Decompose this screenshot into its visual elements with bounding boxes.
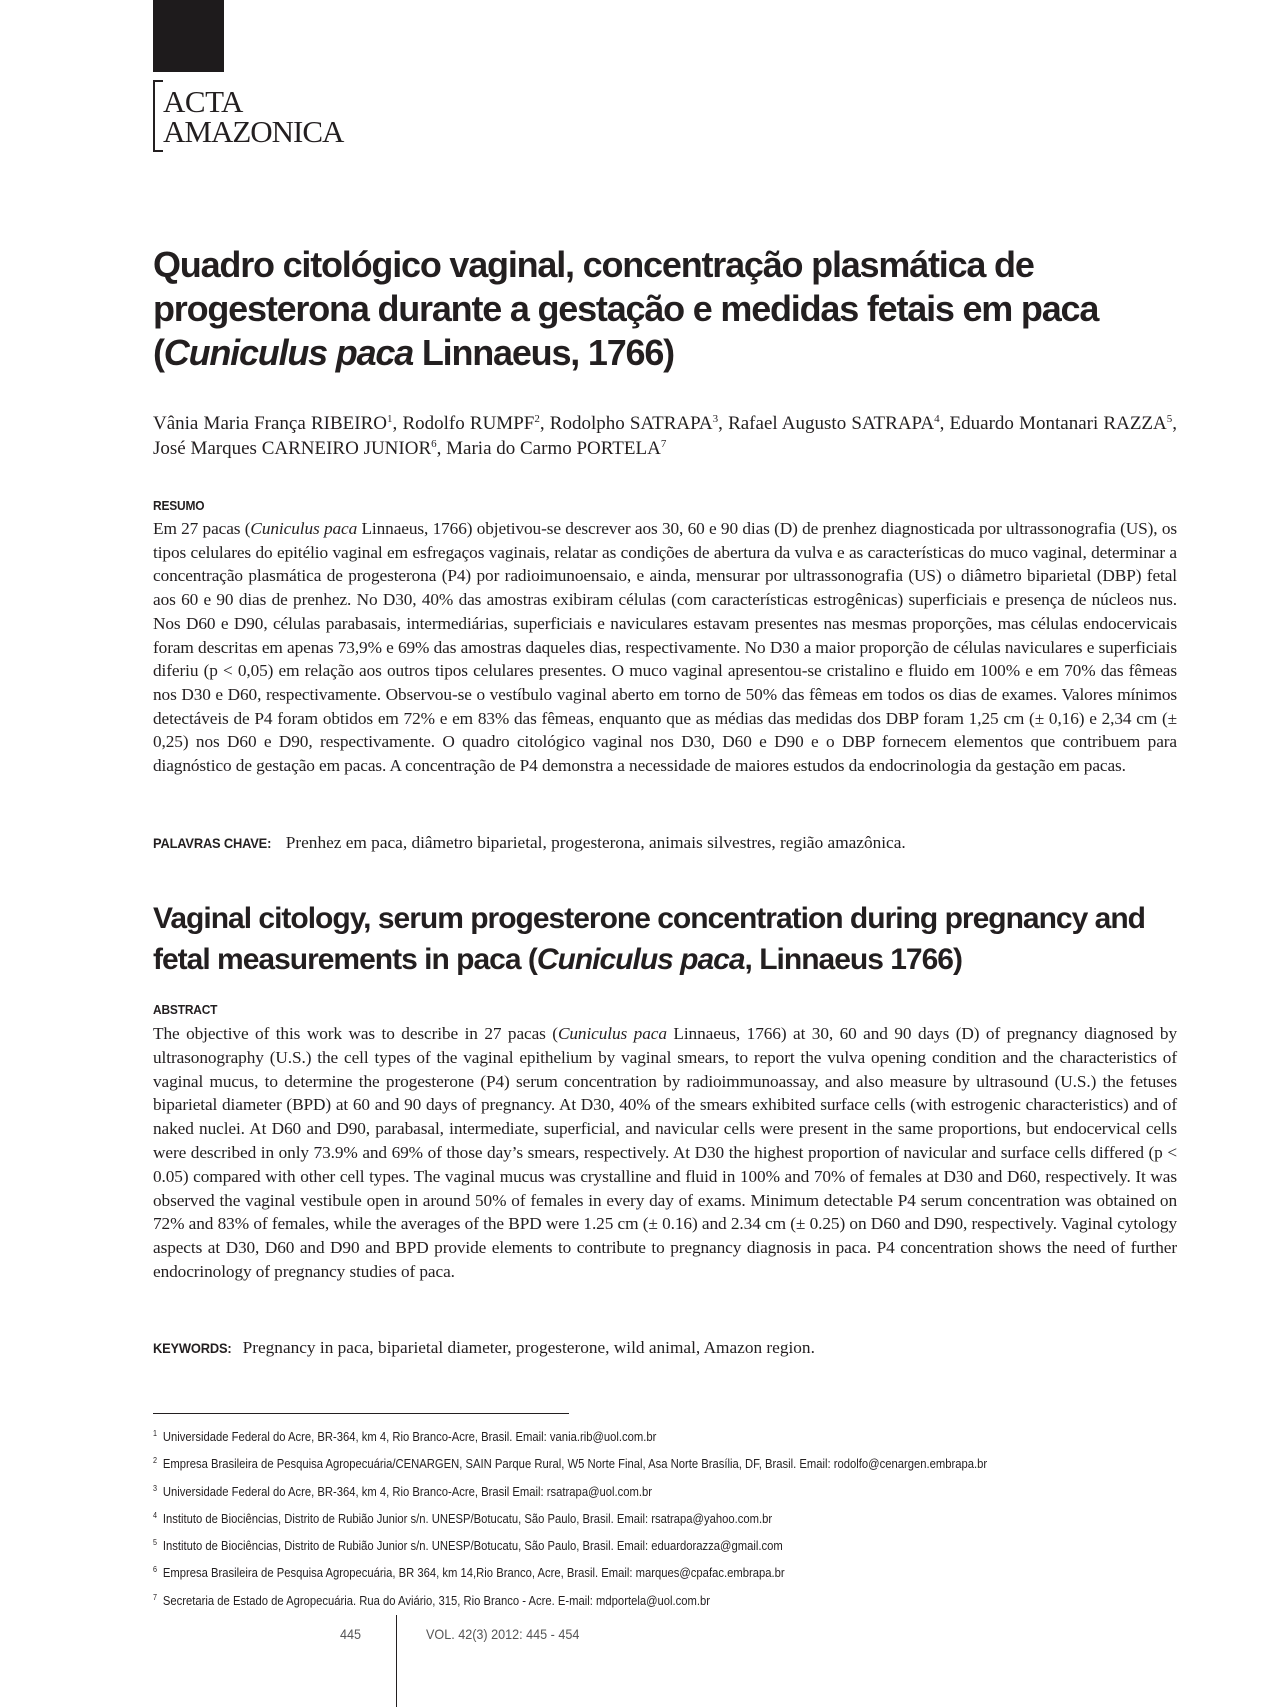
author-name: Vânia Maria França RIBEIRO [153, 413, 387, 434]
resumo-heading: RESUMO [153, 498, 205, 513]
volume-info: VOL. 42(3) 2012: 445 - 454 [426, 1626, 580, 1642]
author-name: Rodolpho SATRAPA [549, 413, 713, 434]
footnote-number: 6 [153, 1565, 158, 1575]
author-name: José Marques CARNEIRO JUNIOR [153, 438, 432, 459]
page-number: 445 [340, 1626, 362, 1642]
title-en-species: Cuniculus paca [536, 943, 745, 976]
footnote-text: Secretaria de Estado de Agropecuária. Rua do Aviário, 315, Rio Branco - Acre. E-mail: mdportela@uol.com.br [162, 1593, 711, 1608]
keywords [153, 1336, 1183, 1360]
abstract-text-rest: Linnaeus, 1766) at 30, 60 and 90 days (D) of pregnancy diagnosed by ultrasonography (U.S.) the cell types of the vaginal epithelium by vaginal smears, to report the vulva opening condition and the characteristics of vaginal mucus, to determine the progesterone (P4) serum concentration by radioimmunoassay, and also measure by ultrasound (U.S.) the fetuses biparietal diameter (BPD) at 60 and 90 days of pregnancy. At D30, 40% of the smears exhibited surface cells (with estrogenic characteristics) and of naked nuclei. At D60 and D90, parabasal, intermediate, superficial, and navicular cells were present in the same proportions, but endocervical cells were described in only 73.9% and 69% of those day’s smears, respectively. At D30 the highest proportion of navicular and surface cells differed (p < 0.05) compared with other cell types. The vaginal mucus was crystalline and fluid in 100% and 70% of females at D30 and D60, respectively. It was observed the vaginal vestibule open in around 50% of females in every day of exams. Minimum detectable P4 serum concentration was obtained on 72% and 83% of females, while the averages of the BPD were 1.25 cm (± 0.16) and 2.34 cm (± 0.25) on D60 and D90, respectively. Vaginal cytology aspects at D30, D60 and D90 and BPD provide elements to contribute to pregnancy diagnosis in paca. P4 concentration shows the need of further endocrinology of pregnancy studies of paca. [153, 1024, 1177, 1281]
author-name: Rafael Augusto SATRAPA [728, 413, 935, 434]
author-separator: , [939, 413, 950, 434]
footnote-item [153, 1558, 1107, 1585]
author-list [153, 411, 1177, 461]
author-affiliation-mark: 6 [431, 438, 437, 450]
palavras-chave [153, 831, 1183, 855]
footnote-text: Instituto de Biociências, Distrito de Rubião Junior s/n. UNESP/Botucatu, São Paulo, Brasil. Email: eduardorazza@gmail.com [162, 1539, 783, 1554]
resumo-text-start: Em 27 pacas ( [153, 519, 251, 538]
resumo-body [153, 517, 1177, 778]
article-title-pt [153, 243, 1193, 375]
logo-bracket [153, 80, 163, 152]
footnote-item [153, 1586, 1107, 1613]
abstract-body [153, 1022, 1177, 1284]
footnote-divider [153, 1413, 569, 1414]
article-title-en [153, 898, 1193, 980]
title-en-text: Vaginal citology, serum progesterone concentration during pregnancy and fetal measurements in paca ( [153, 902, 1145, 976]
palavras-chave-label: PALAVRAS CHAVE: [153, 835, 272, 851]
footnote-item [153, 1504, 1107, 1531]
author-separator: , [436, 438, 447, 459]
footnote-number: 4 [153, 1510, 158, 1520]
footnote-list [153, 1422, 1213, 1613]
abstract-heading: ABSTRACT [153, 1002, 218, 1017]
author-separator: , [392, 413, 403, 434]
footnote-number: 5 [153, 1538, 158, 1548]
title-en-text-end: , Linnaeus 1766) [744, 943, 962, 976]
keywords-label: KEYWORDS: [153, 1340, 232, 1356]
author-affiliation-mark: 4 [934, 413, 940, 425]
footnote-text: Universidade Federal do Acre, BR-364, km 4, Rio Branco-Acre, Brasil Email: rsatrapa@uol.com.br [162, 1484, 653, 1499]
title-pt-text: Quadro citológico vaginal, concentração plasmática de progesterona durante a gestação e medidas fetais em paca ( [153, 244, 1099, 373]
title-pt-species: Cuniculus paca [163, 332, 414, 373]
footnote-item [153, 1477, 1107, 1504]
footnote-number: 2 [153, 1456, 158, 1466]
resumo-species: Cuniculus paca [250, 519, 358, 538]
abstract-text-start: The objective of this work was to describe in 27 pacas ( [153, 1024, 558, 1043]
author-separator: , [539, 413, 550, 434]
abstract-species: Cuniculus paca [557, 1024, 667, 1043]
footnote-text: Empresa Brasileira de Pesquisa Agropecuária/CENARGEN, SAIN Parque Rural, W5 Norte Final, Asa Norte Brasília, DF, Brasil. Email: rodolfo@cenargen.embrapa.br [162, 1457, 988, 1472]
footnote-number: 1 [153, 1429, 158, 1438]
keywords-text: Pregnancy in paca, biparietal diameter, progesterone, wild animal, Amazon region. [238, 1338, 815, 1357]
logo-line-2: AMAZONICA [163, 114, 344, 149]
footnote-text: Instituto de Biociências, Distrito de Rubião Junior s/n. UNESP/Botucatu, São Paulo, Brasil. Email: rsatrapa@yahoo.com.br [162, 1511, 773, 1526]
palavras-chave-text: Prenhez em paca, diâmetro biparietal, progesterona, animais silvestres, região amazônica. [281, 833, 906, 852]
author-name: Maria do Carmo PORTELA [446, 438, 661, 459]
author-name: Rodolfo RUMPF [402, 413, 535, 434]
author-affiliation-mark: 1 [387, 413, 393, 425]
footnote-number: 7 [153, 1592, 158, 1602]
footnote-item [153, 1531, 1107, 1558]
footnote-text: Universidade Federal do Acre, BR-364, km 4, Rio Branco-Acre, Brasil. Email: vania.rib@uol.com.br [162, 1430, 657, 1444]
author-affiliation-mark: 3 [712, 413, 719, 425]
logo-line-1: ACTA [163, 84, 243, 119]
author-affiliation-mark: 5 [1166, 413, 1173, 425]
footnote-item [153, 1422, 1107, 1449]
journal-logo [153, 80, 383, 152]
author-name: Eduardo Montanari RAZZA [949, 413, 1167, 434]
header-black-block [153, 0, 224, 72]
footnote-text: Empresa Brasileira de Pesquisa Agropecuária, BR 364, km 14,Rio Branco, Acre, Brasil. Email: marques@cpafac.embrapa.br [162, 1566, 785, 1581]
author-affiliation-mark: 2 [534, 413, 540, 425]
footer-divider [396, 1615, 397, 1707]
author-affiliation-mark: 7 [660, 438, 667, 450]
footnote-number: 3 [153, 1483, 158, 1493]
resumo-text-rest: Linnaeus, 1766) objetivou-se descrever aos 30, 60 e 90 dias (D) de prenhez diagnosticada por ultrassonografia (US), os tipos celulares do epitélio vaginal em esfregaços vaginais, relatar as condições de abertura da vulva e as características do muco vaginal, determinar a concentração plasmática de progesterona (P4) por radioimunoensaio, e ainda, mensurar por ultrassonografia (US) o diâmetro biparietal (DBP) fetal aos 60 e 90 dias de prenhez. No D30, 40% das amostras exibiram células (com características estrogênicas) superficiais e presença de núcleos nus. Nos D60 e D90, células parabasais, intermediárias, superficiais e naviculares estavam presentes nas mesmas proporções, mas células endocervicais foram descritas em apenas 73,9% e 69% das amostras daqueles dias, respectivamente. No D30 a maior proporção de células naviculares e superficiais diferiu (p < 0,05) em relação aos outros tipos celulares presentes. O muco vaginal apresentou-se cristalino e fluido em 100% e em 70% das fêmeas nos D30 e D60, respectivamente. Observou-se o vestíbulo vaginal aberto em torno de 50% das fêmeas em todos os dias de exames. Valores mínimos detectáveis de P4 foram obtidos em 72% e em 83% das fêmeas, enquanto que as médias das medidas dos DBP foram 1,25 cm (± 0,16) e 2,34 cm (± 0,25) nos D60 e D90, respectivamente. O quadro citológico vaginal nos D30, D60 e D90 e o DBP fornecem elementos que contribuem para diagnóstico de gestação em pacas. A concentração de P4 demonstra a necessidade de maiores estudos da endocrinologia da gestação em pacas. [153, 519, 1177, 776]
footnote-item [153, 1449, 1107, 1476]
author-separator: , [718, 413, 729, 434]
author-separator: , [1172, 413, 1178, 434]
title-pt-text-end: Linnaeus, 1766) [413, 332, 674, 373]
